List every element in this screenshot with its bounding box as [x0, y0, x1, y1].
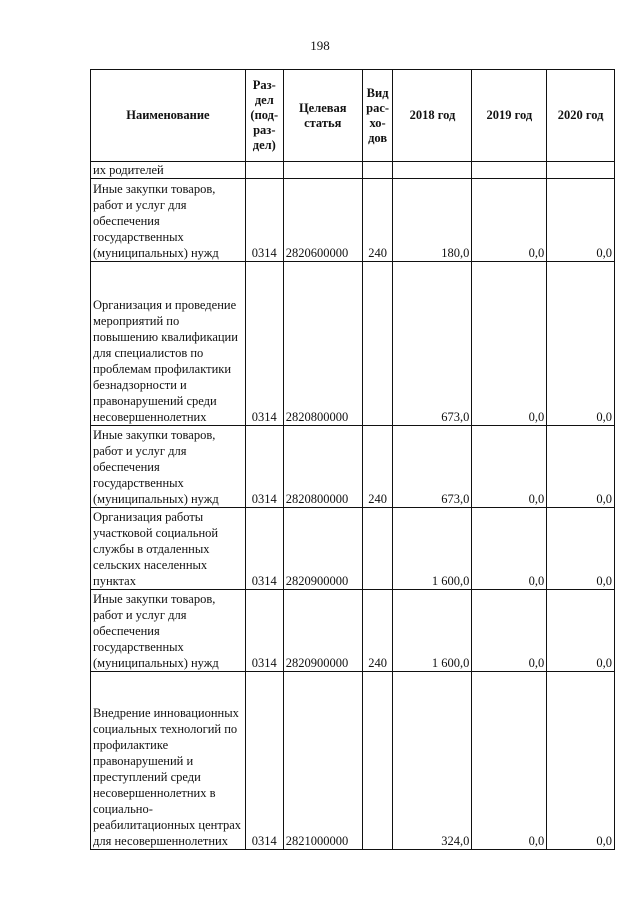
table-row: [91, 179, 615, 262]
table-row: [91, 162, 615, 179]
row-section: [245, 162, 283, 179]
budget-table: [90, 69, 615, 850]
row-2018: 673,0: [393, 262, 472, 426]
row-section: 0314: [245, 590, 283, 672]
row-name: их родителей: [91, 162, 246, 179]
row-target: 2820900000: [283, 590, 362, 672]
header-target: Целевая статья: [283, 70, 362, 162]
row-target: 2820900000: [283, 508, 362, 590]
row-2020: [547, 162, 615, 179]
table-row: [91, 426, 615, 508]
table-header-row: [91, 70, 615, 162]
row-section: 0314: [245, 262, 283, 426]
row-expense: [362, 508, 393, 590]
row-target: 2820800000: [283, 426, 362, 508]
row-expense: 240: [362, 426, 393, 508]
row-name: Иные закупки товаров, работ и услуг для обеспечения государственных (муниципальных) нужд: [91, 426, 246, 508]
row-expense: [362, 262, 393, 426]
row-section: 0314: [245, 508, 283, 590]
table-row: [91, 590, 615, 672]
row-2020: 0,0: [547, 672, 615, 850]
row-2019: 0,0: [472, 179, 547, 262]
row-expense: 240: [362, 179, 393, 262]
row-2020: 0,0: [547, 426, 615, 508]
row-expense: [362, 162, 393, 179]
row-section: 0314: [245, 672, 283, 850]
header-2019: 2019 год: [472, 70, 547, 162]
header-2018: 2018 год: [393, 70, 472, 162]
row-2020: 0,0: [547, 590, 615, 672]
page-number: 198: [310, 38, 330, 53]
row-2019: 0,0: [472, 426, 547, 508]
row-2018: [393, 162, 472, 179]
row-2019: 0,0: [472, 262, 547, 426]
row-target: 2821000000: [283, 672, 362, 850]
row-2020: 0,0: [547, 179, 615, 262]
row-2018: 180,0: [393, 179, 472, 262]
table-row: [91, 262, 615, 426]
table-row: [91, 672, 615, 850]
row-2019: 0,0: [472, 672, 547, 850]
row-2018: 324,0: [393, 672, 472, 850]
row-target: 2820800000: [283, 262, 362, 426]
header-section: Раз- дел (под- раз- дел): [245, 70, 283, 162]
row-2020: 0,0: [547, 262, 615, 426]
row-2020: 0,0: [547, 508, 615, 590]
row-target: 2820600000: [283, 179, 362, 262]
row-target: [283, 162, 362, 179]
row-section: 0314: [245, 426, 283, 508]
header-2020: 2020 год: [547, 70, 615, 162]
row-name: Иные закупки товаров, работ и услуг для обеспечения государственных (муниципальных) нужд: [91, 179, 246, 262]
row-expense: [362, 672, 393, 850]
row-name: Организация работы участковой социальной службы в отдаленных сельских населенных пунктах: [91, 508, 246, 590]
table-row: [91, 508, 615, 590]
row-2018: 1 600,0: [393, 508, 472, 590]
row-expense: 240: [362, 590, 393, 672]
row-section: 0314: [245, 179, 283, 262]
row-2019: 0,0: [472, 508, 547, 590]
header-name: Наименование: [91, 70, 246, 162]
row-2018: 673,0: [393, 426, 472, 508]
row-name: Иные закупки товаров, работ и услуг для обеспечения государственных (муниципальных) нужд: [91, 590, 246, 672]
row-2018: 1 600,0: [393, 590, 472, 672]
row-name: Внедрение инновационных социальных технологий по профилактике правонарушений и преступлений среди несовершеннолетних в социально-реабилитационных центрах для несовершеннолетних: [91, 672, 246, 850]
row-2019: [472, 162, 547, 179]
row-name: Организация и проведение мероприятий по повышению квалификации для специалистов по проблемам профилактики безнадзорности и правонарушений среди несовершеннолетних: [91, 262, 246, 426]
header-expense: Вид рас- хо- дов: [362, 70, 393, 162]
row-2019: 0,0: [472, 590, 547, 672]
